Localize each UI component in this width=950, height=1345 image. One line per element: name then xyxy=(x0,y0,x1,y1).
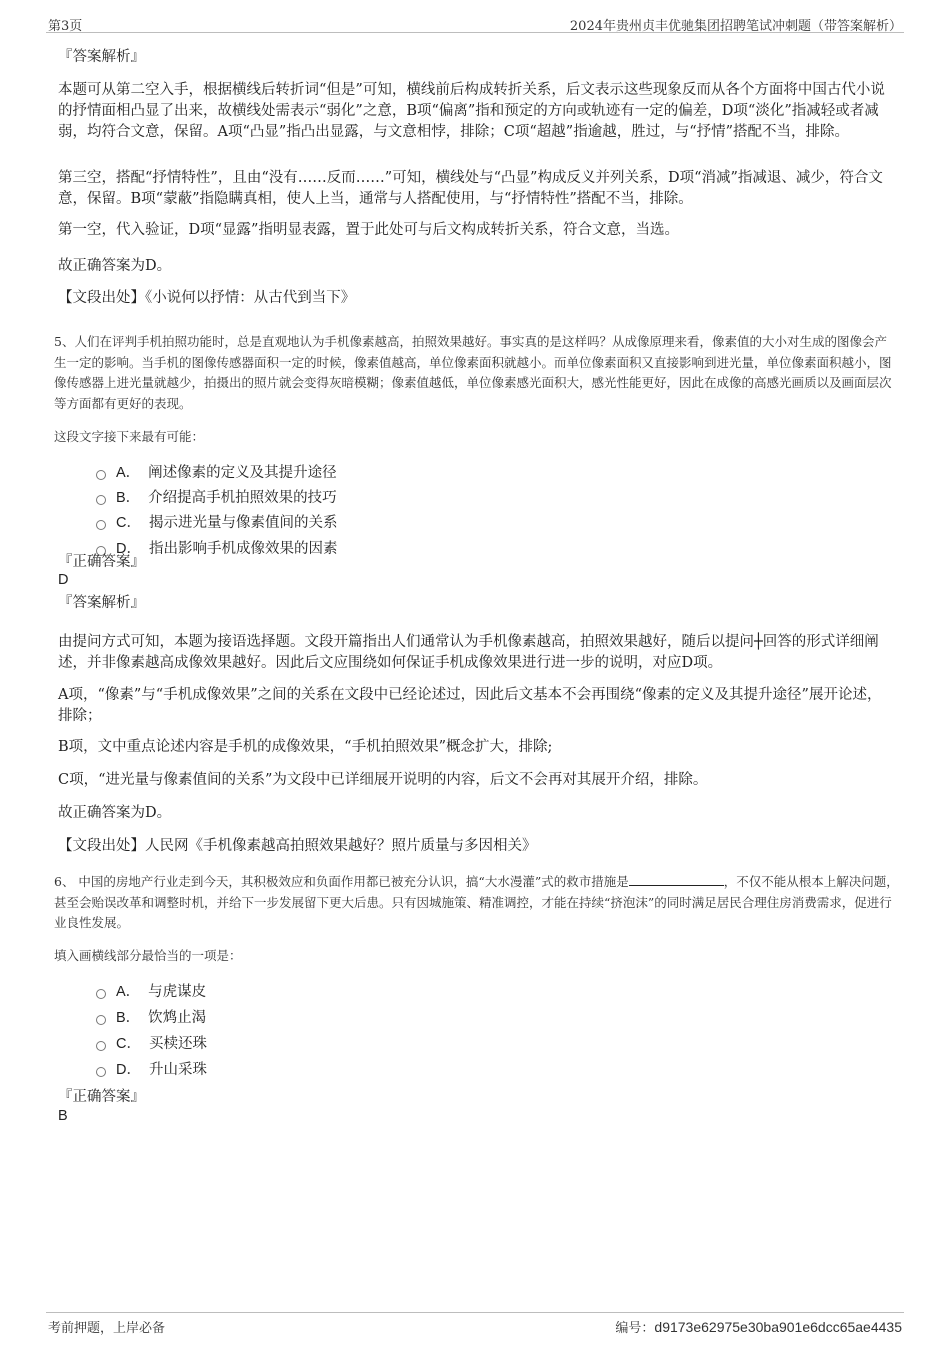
q5-option-b[interactable]: B． 介绍提高手机拍照效果的技巧 xyxy=(96,488,337,508)
page-header xyxy=(46,10,904,33)
q5-analysis-paragraph: C项，“进光量与像素值间的关系”为文段中已详细展开说明的内容，后文不会再对其展开介绍，排除。 xyxy=(58,772,708,788)
document-code: 编号：d9173e62975e30ba901e6dcc65ae4435 xyxy=(615,1319,902,1336)
q5-prompt: 这段文字接下来最有可能： xyxy=(54,429,205,444)
radio-icon[interactable] xyxy=(96,495,106,505)
q4-analysis-paragraph: 本题可从第二空入手，根据横线后转折词“但是”可知，横线前后构成转折关系，后文表示这些现象反而从各个方面将中国古代小说的抒情面相凸显了出来，故横线处需表示“弱化”之意，B项“偏离”指和预定的方向或轨迹有一定的偏差，D项“淡化”指减轻或者减弱，均符合文意，保留。A项“凸显”指凸出显露，与文意相悖，排除；C项“超越”指逾越，胜过，与“抒情”搭配不当，排除。 xyxy=(58,82,885,140)
radio-icon[interactable] xyxy=(96,470,106,480)
document-title: 2024年贵州贞丰优驰集团招聘笔试冲刺题（带答案解析） xyxy=(569,19,902,34)
q6-option-d[interactable]: D． 升山采珠 xyxy=(96,1060,207,1080)
q6-option-b[interactable]: B． 饮鸩止渴 xyxy=(96,1008,206,1028)
q4-conclusion: 故正确答案为D。 xyxy=(58,258,172,274)
q6-stem: 6、 中国的房地产行业走到今天，其积极效应和负面作用都已被充分认识，搞“大水漫灌”式的救市措施是 ，不仅不能从根本上解决问题，甚至会贻误改革和调整时机，并给下一步发展留下更大后患。只有因城施策、精准调控，才能在持续“挤泡沫”的同时满足居民合理住房消费需求，促进行业良性发展。 xyxy=(54,874,899,930)
footer-slogan: 考前押题，上岸必备 xyxy=(48,1321,166,1336)
q5-analysis-paragraph: 由提问方式可知，本题为接语选择题。文段开篇指出人们通常认为手机像素越高，拍照效果越好，随后以提问┼回答的形式详细阐述，并非像素越高成像效果越好。因此后文应围绕如何保证手机成像效果进行进一步的说明，对应D项。 xyxy=(58,634,879,671)
q4-analysis-paragraph: 第一空，代入验证，D项“显露”指明显表露，置于此处可与后文构成转折关系，符合文意，当选。 xyxy=(58,222,679,238)
q6-answer: B xyxy=(58,1108,68,1124)
radio-icon[interactable] xyxy=(96,989,106,999)
q5-option-a[interactable]: A． 阐述像素的定义及其提升途径 xyxy=(96,463,337,483)
q5-analysis-paragraph: B项，文中重点论述内容是手机的成像效果，“手机拍照效果”概念扩大，排除; xyxy=(58,739,553,755)
q6-prompt: 填入画横线部分最恰当的一项是： xyxy=(54,948,242,963)
q5-conclusion: 故正确答案为D。 xyxy=(58,805,172,821)
page-footer xyxy=(46,1312,904,1335)
q6-answer-heading: 『正确答案』 xyxy=(58,1089,145,1105)
radio-icon[interactable] xyxy=(96,1067,106,1077)
q5-answer: D xyxy=(58,572,69,588)
q5-stem: 5、人们在评判手机拍照功能时，总是直观地认为手机像素越高，拍照效果越好。事实真的是这样吗？从成像原理来看，像素值的大小对生成的图像会产生一定的影响。当手机的图像传感器面积一定的时候，像素值越高，单位像素面积就越小。而单位像素面积又直接影响到进光量，单位像素面积越小，图像传感器上进光量就越少，拍摄出的照片就会变得灰暗模糊；像素值越低，单位像素感光面积大，感光性能更好，因此在成像的高感光画质以及画面层次等方面都有更好的表现。 xyxy=(54,334,892,411)
q5-option-c[interactable]: C． 揭示进光量与像素值间的关系 xyxy=(96,513,337,533)
q5-source: 【文段出处】人民网《手机像素越高拍照效果越好？照片质量与多因相关》 xyxy=(58,838,537,854)
q5-answer-heading: 『正确答案』 xyxy=(58,554,145,570)
radio-icon[interactable] xyxy=(96,520,106,530)
page-number: 第3页 xyxy=(48,19,83,34)
q4-analysis-paragraph: 第三空，搭配“抒情特性”，且由“没有……反而……”可知，横线处与“凸显”构成反义并列关系，D项“消减”指减退、减少，符合文意，保留。B项“蒙蔽”指隐瞒真相，使人上当，通常与人搭配使用，与“抒情特性”搭配不当，排除。 xyxy=(58,170,883,207)
q5-analysis-heading: 『答案解析』 xyxy=(58,595,145,611)
q6-option-a[interactable]: A． 与虎谋皮 xyxy=(96,982,206,1002)
q5-option-d[interactable]: D． 指出影响手机成像效果的因素 xyxy=(96,539,337,559)
q4-analysis-heading: 『答案解析』 xyxy=(58,49,145,65)
q4-source: 【文段出处】《小说何以抒情：从古代到当下》 xyxy=(58,290,356,306)
radio-icon[interactable] xyxy=(96,1015,106,1025)
radio-icon[interactable] xyxy=(96,1041,106,1051)
q6-option-c[interactable]: C． 买椟还珠 xyxy=(96,1034,207,1054)
fill-blank xyxy=(629,873,724,886)
q5-analysis-paragraph: A项，“像素”与“手机成像效果”之间的关系在文段中已经论述过，因此后文基本不会再围绕“像素的定义及其提升途径”展开论述，排除； xyxy=(58,687,882,724)
